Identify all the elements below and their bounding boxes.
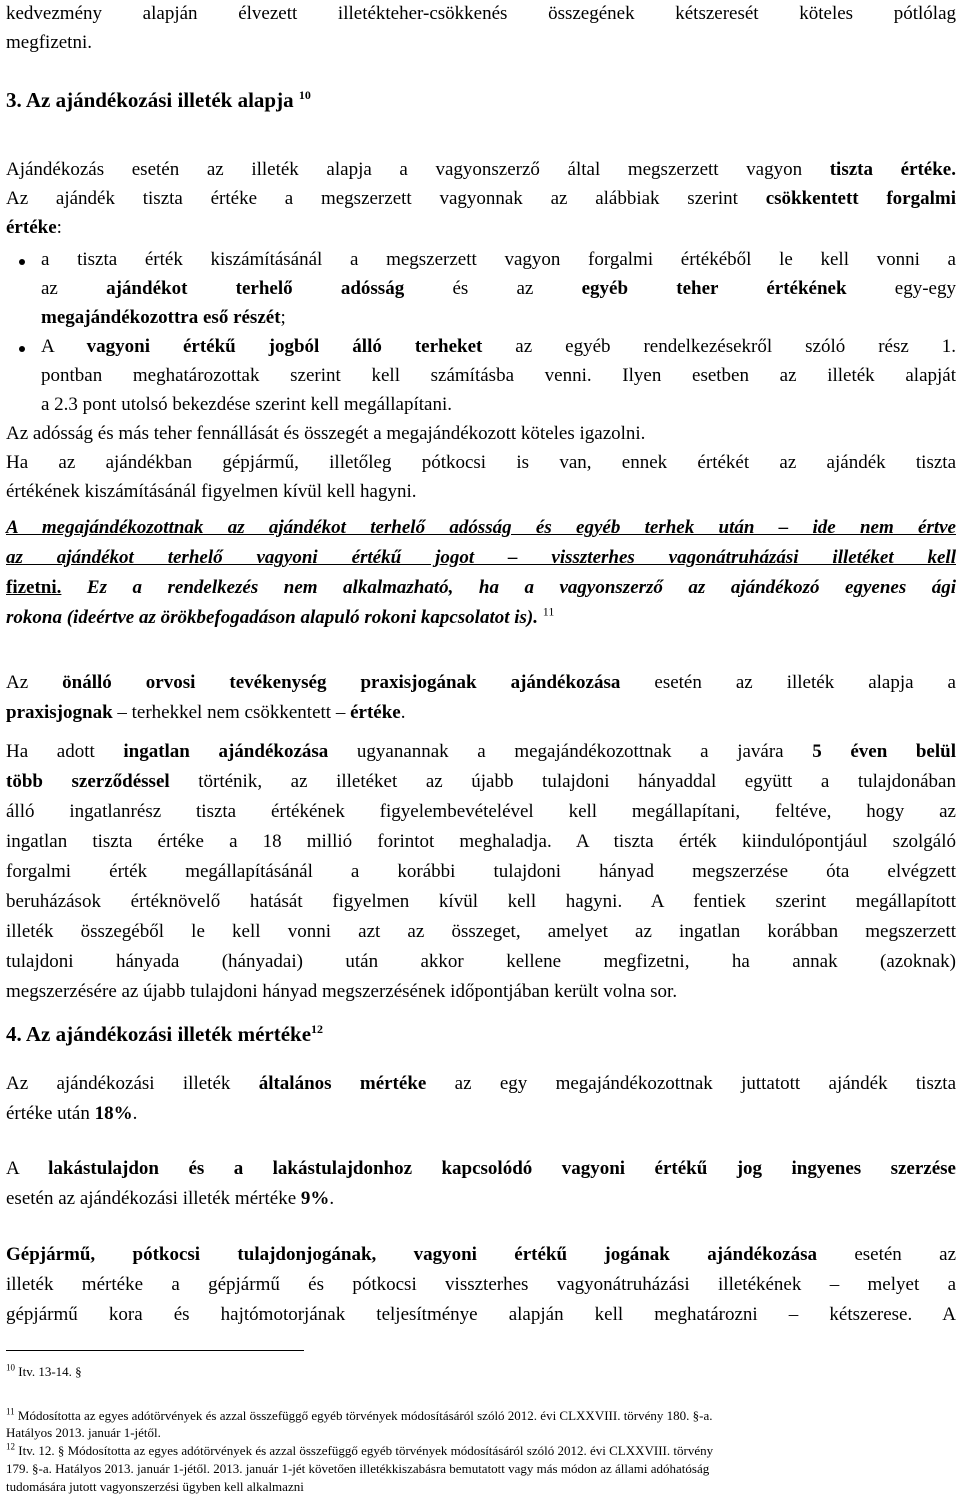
footnote-separator: [6, 1350, 304, 1351]
paragraph-line: Ha adott ingatlan ajándékozása ugyanannak a megajándékozottnak a javára 5 éven belül: [6, 741, 956, 762]
list-item-line: A vagyoni értékű jogból álló terheket az egyéb rendelkezésekről szóló rész 1.: [41, 336, 956, 357]
paragraph-line: Az ajándékozási illeték általános mértéke az egy megajándékozottnak juttatott ajándék tiszta: [6, 1073, 956, 1094]
paragraph-line: ingatlan tiszta értéke a 18 millió forintot meghaladja. A tiszta érték kiindulópontjául szolgáló: [6, 831, 956, 852]
paragraph-line: több szerződéssel történik, az illetéket az újabb tulajdoni hányaddal együtt a tulajdonában: [6, 771, 956, 792]
list-item-line: megajándékozottra eső részét;: [41, 307, 286, 328]
list-item-line: pontban meghatározottak szerint kell számításba venni. Ilyen esetben az illeték alapját: [41, 365, 956, 386]
paragraph-line: álló ingatlanrész tiszta értékének figyelembevételével kell megállapítani, feltéve, hogy az: [6, 801, 956, 822]
paragraph-line: Ajándékozás esetén az illeték alapja a vagyonszerző által megszerzett vagyon tiszta értéke.: [6, 159, 956, 180]
paragraph-line: illeték mértéke a gépjármű és pótkocsi visszterhes vagyonátruházási illetékének – melyet a: [6, 1274, 956, 1295]
paragraph-line: kedvezmény alapján élvezett illetékteher-csökkenés összegének kétszeresét köteles pótlólag: [6, 3, 956, 24]
paragraph-line: Az ajándék tiszta értéke a megszerzett vagyonnak az alábbiak szerint csökkentett forgalmi: [6, 188, 956, 209]
footnote-11-cont: Hatályos 2013. január 1-jétől.: [6, 1425, 161, 1440]
emphasis-line: A megajándékozottnak az ajándékot terhelő adósság és egyéb terhek után – ide nem értve: [6, 517, 956, 538]
footnote-12-cont: tudomására jutott vagyonszerzési ügyben kell alkalmazni: [6, 1479, 304, 1494]
paragraph-line: tulajdoni hányada (hányadai) után akkor kellene megfizetni, ha annak (azoknak): [6, 951, 956, 972]
emphasis-line: rokona (ideértve az örökbefogadáson alapuló rokoni kapcsolatot is). $^{11}$: [6, 604, 555, 628]
paragraph-line: A lakástulajdon és a lakástulajdonhoz kapcsolódó vagyoni értékű jog ingyenes szerzése: [6, 1158, 956, 1179]
paragraph-line: beruházások értéknövelő hatását figyelmen kívül kell hagyni. A fentiek szerint megállapított: [6, 891, 956, 912]
footnote-12: $^{12}$ Itv. 12. § Módosította az egyes adótörvények és azzal összefüggő egyéb törvények módosításáról szóló 2012. évi CLXXVIII. törvény: [6, 1441, 714, 1458]
bullet-icon: [19, 346, 25, 352]
paragraph-line: forgalmi érték megállapításánál a korábbi tulajdoni hányad megszerzése óta elvégzett: [6, 861, 956, 882]
footnote-ref-12: 12: [311, 1022, 324, 1036]
paragraph-line: Gépjármű, pótkocsi tulajdonjogának, vagyoni értékű jogának ajándékozása esetén az: [6, 1244, 956, 1265]
paragraph-line: megfizetni.: [6, 32, 92, 53]
footnote-11: $^{11}$ Módosította az egyes adótörvények és azzal összefüggő egyéb törvények módosításáról szóló 2012. évi CLXXVIII. törvény 180. §-a.: [6, 1406, 713, 1423]
paragraph-line: Az önálló orvosi tevékenység praxisjogának ajándékozása esetén az illeték alapja a: [6, 672, 956, 693]
list-item-line: a tiszta érték kiszámításánál a megszerzett vagyon forgalmi értékéből le kell vonni a: [41, 249, 956, 270]
paragraph-line: illeték összegéből le kell vonni azt az összeget, amelyet az ingatlan korábban megszerzett: [6, 921, 956, 942]
paragraph-line: gépjármű kora és hajtómotorjának teljesítménye alapján kell meghatározni – kétszerese. A: [6, 1304, 956, 1325]
footnote-ref-11: 11: [542, 604, 555, 619]
paragraph-line: értéke:: [6, 217, 62, 238]
paragraph-line: Az adósság és más teher fennállását és összegét a megajándékozott köteles igazolni.: [6, 423, 646, 444]
bullet-icon: [19, 259, 25, 265]
paragraph-line: értéke után 18%.: [6, 1103, 138, 1124]
section-heading-3: 3. Az ajándékozási illeték alapja $^{10}$: [6, 88, 311, 112]
footnote-12-cont: 179. §-a. Hatályos 2013. január 1-jétől. 2013. január 1-jét követően illetékkiszabásra bemutatott vagy más módon az állami adóhatóság: [6, 1461, 710, 1476]
list-item-line: az ajándékot terhelő adósság és az egyéb teher értékének egy-egy: [41, 278, 956, 299]
paragraph-line: Ha az ajándékban gépjármű, illetőleg pótkocsi is van, ennek értékét az ajándék tiszta: [6, 452, 956, 473]
paragraph-line: esetén az ajándékozási illeték mértéke 9%.: [6, 1188, 335, 1209]
section-heading-4: 4. Az ajándékozási illeték mértéke$^{12}$: [6, 1022, 324, 1046]
paragraph-line: megszerzésére az újabb tulajdoni hányad megszerzésének időpontjában került volna sor.: [6, 981, 678, 1002]
paragraph-line: praxisjognak – terhekkel nem csökkentett – értéke.: [6, 702, 406, 723]
footnote-ref-10: 10: [298, 88, 311, 102]
footnote-10: $^{10}$ Itv. 13-14. §: [6, 1362, 82, 1379]
list-item-line: a 2.3 pont utolsó bekezdése szerint kell megállapítani.: [41, 394, 453, 415]
paragraph-line: értékének kiszámításánál figyelmen kívül kell hagyni.: [6, 481, 417, 502]
emphasis-line: az ajándékot terhelő vagyoni értékű jogot – visszterhes vagonátruházási illetéket kell: [6, 547, 956, 568]
emphasis-line: fizetni. Ez a rendelkezés nem alkalmazható, ha a vagyonszerző az ajándékozó egyenes ági: [6, 577, 956, 598]
